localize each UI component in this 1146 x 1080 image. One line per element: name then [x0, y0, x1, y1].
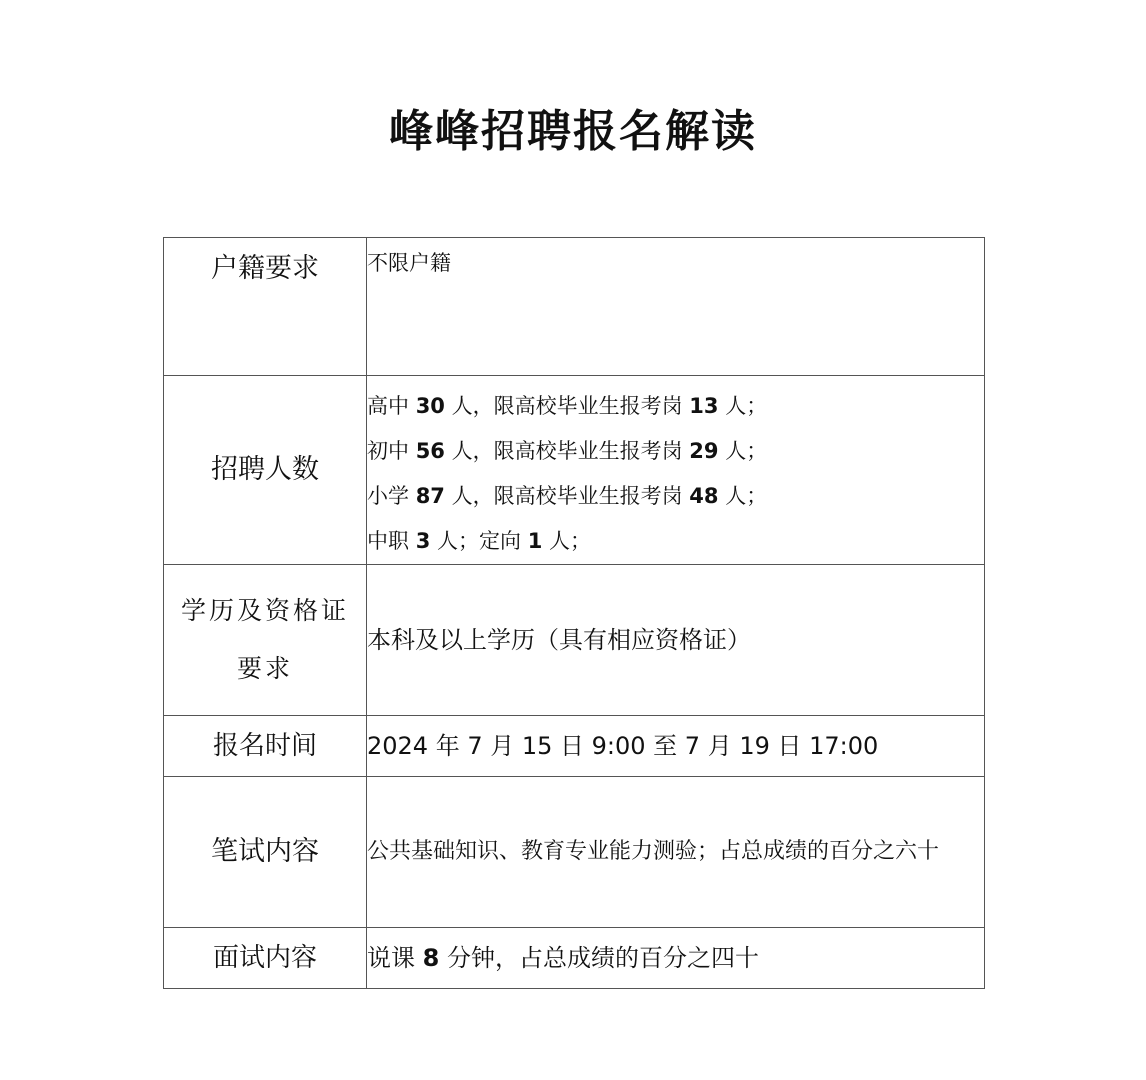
zhaopin-label: 招聘人数: [164, 376, 367, 565]
table-row-baoming: [164, 716, 985, 777]
baoming-label: 报名时间: [164, 716, 367, 777]
zhaopin-line-text: 人，限高校毕业生报考岗: [451, 439, 683, 463]
zhaopin-line-text: 中职: [367, 529, 409, 553]
mianshi-value-number: 8: [422, 944, 440, 972]
table-row-zhaopin: [164, 376, 985, 565]
zhaopin-value: [367, 376, 985, 565]
xueli-label: [164, 565, 367, 716]
mianshi-label: 面试内容: [164, 928, 367, 989]
table-row-mianshi: [164, 928, 985, 989]
zhaopin-line-number: 13: [689, 394, 719, 418]
zhaopin-line-number: 30: [415, 394, 445, 418]
huji-label: 户籍要求: [164, 238, 367, 376]
zhaopin-line-number: 1: [527, 529, 543, 553]
zhaopin-line-number: 56: [415, 439, 445, 463]
zhaopin-line-text: 人；定向: [437, 529, 521, 553]
zhaopin-line-number: 48: [689, 484, 719, 508]
table-row-xueli: [164, 565, 985, 716]
zhaopin-line-xiaoxue: [367, 474, 984, 519]
zhaopin-line-text: 初中: [367, 439, 409, 463]
mianshi-value: [367, 928, 985, 989]
xueli-label-line1: 学历及资格证: [180, 596, 349, 625]
table-row-huji: [164, 238, 985, 376]
zhaopin-line-number: 29: [689, 439, 719, 463]
zhaopin-line-text: 人；: [549, 529, 591, 553]
zhaopin-line-gaozhong: [367, 384, 984, 429]
bishi-label: 笔试内容: [164, 777, 367, 928]
zhaopin-line-number: 3: [415, 529, 431, 553]
info-table: [163, 237, 985, 989]
bishi-value: 公共基础知识、教育专业能力测验；占总成绩的百分之六十: [367, 777, 985, 928]
page-title: 峰峰招聘报名解读: [389, 106, 757, 157]
zhaopin-line-text: 人；: [725, 394, 768, 418]
table-row-bishi: [164, 777, 985, 928]
xueli-label-line2: 要求: [236, 654, 293, 683]
zhaopin-line-chuzhong: [367, 429, 984, 474]
zhaopin-line-text: 人；: [725, 439, 768, 463]
mianshi-value-text: 分钟，占总成绩的百分之四十: [446, 944, 759, 972]
zhaopin-line-text: 人，限高校毕业生报考岗: [451, 484, 683, 508]
baoming-value: 2024 年 7 月 15 日 9:00 至 7 月 19 日 17:00: [367, 716, 985, 777]
zhaopin-line-number: 87: [415, 484, 445, 508]
zhaopin-line-text: 人，限高校毕业生报考岗: [451, 394, 683, 418]
zhaopin-line-text: 人；: [725, 484, 768, 508]
mianshi-value-text: 说课: [367, 944, 415, 972]
zhaopin-line-text: 小学: [367, 484, 409, 508]
zhaopin-line-text: 高中: [367, 394, 409, 418]
huji-value: 不限户籍: [367, 238, 985, 376]
xueli-value: 本科及以上学历（具有相应资格证）: [367, 565, 985, 716]
zhaopin-line-zhongzhi: [367, 519, 984, 564]
